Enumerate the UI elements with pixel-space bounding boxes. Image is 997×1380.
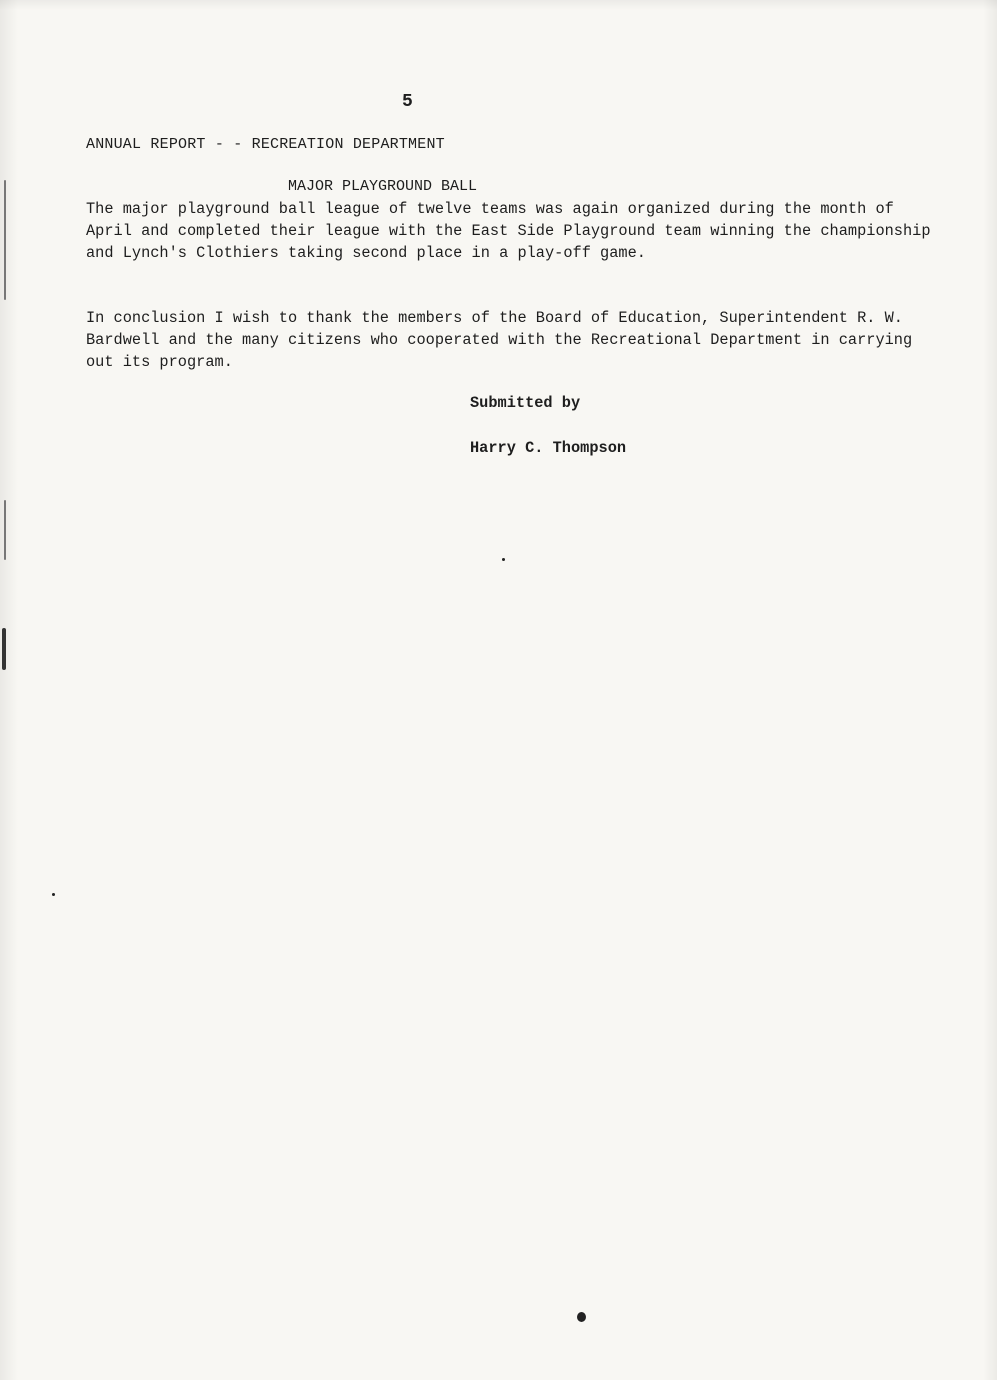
report-heading: ANNUAL REPORT - - RECREATION DEPARTMENT (86, 136, 445, 153)
scan-edge-mark (2, 628, 6, 670)
scan-speck (502, 558, 505, 561)
section-title: MAJOR PLAYGROUND BALL (288, 178, 478, 195)
paragraph-conclusion: In conclusion I wish to thank the members of the Board of Education, Superintendent R. W. Bardwell and the many citizens who cooperated with the Recreational Department in carrying out its program. (86, 309, 913, 372)
closing-submitted-by: Submitted by (470, 394, 581, 412)
signature-name: Harry C. Thompson (470, 439, 627, 457)
scan-speck (577, 1312, 586, 1322)
scan-speck (52, 893, 55, 896)
page-number: 5 (402, 92, 413, 112)
scan-edge-mark (4, 500, 6, 560)
scan-edge-mark (4, 180, 6, 300)
paragraph-playground-ball: The major playground ball league of twelve teams was again organized during the month of April and completed their league with the East Side Playground team winning the championship and Lynch's Clothiers taking second place in a play-off game. (86, 200, 931, 263)
